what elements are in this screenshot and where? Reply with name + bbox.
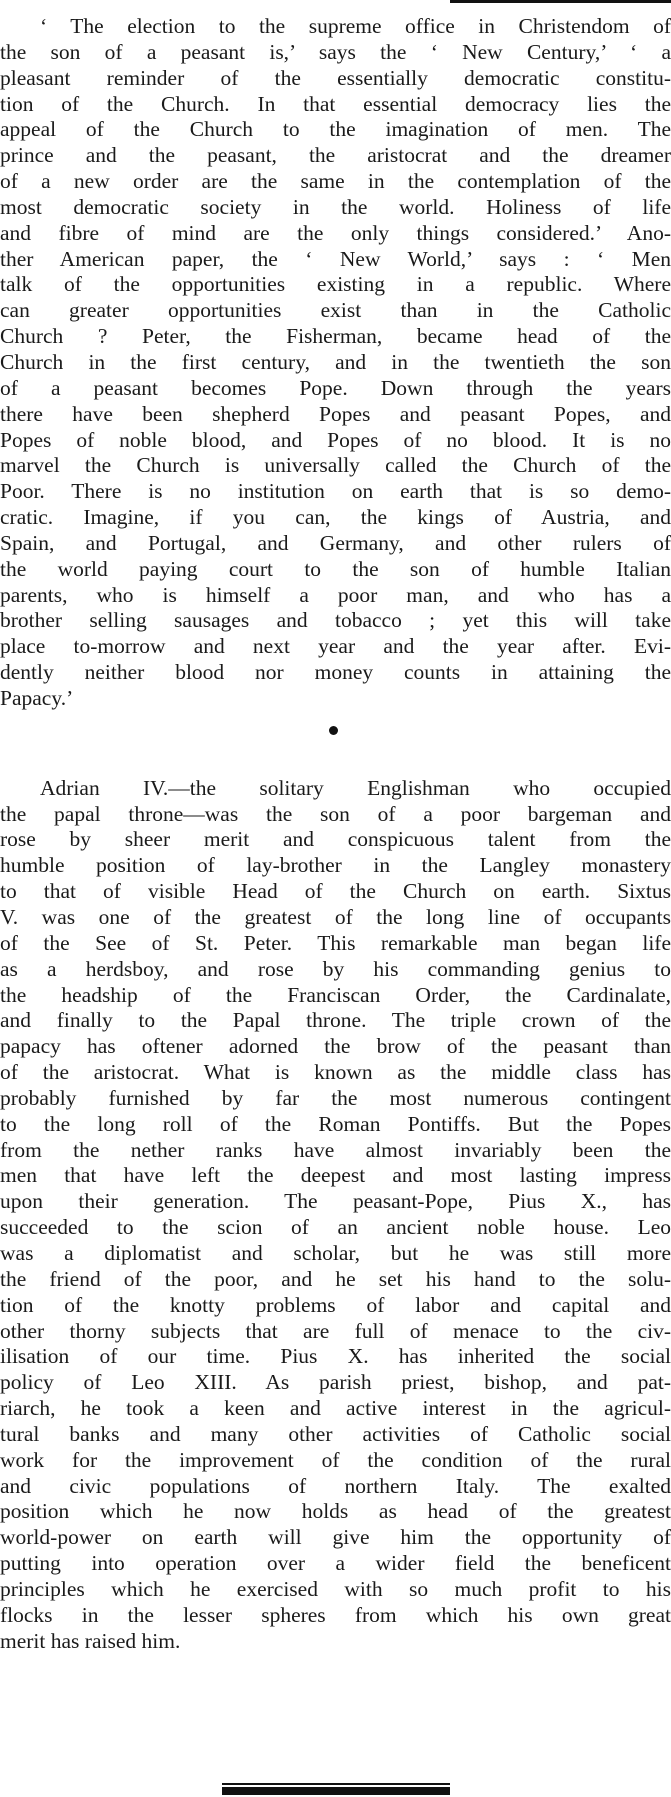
text-line: prince and the peasant, the aristocrat and the dreamer (0, 143, 671, 168)
text-line: as a herdsboy, and rose by his commanding genius to (0, 956, 671, 981)
text-line: can greater opportunities exist than in the Catholic (0, 298, 671, 323)
separator-dot (329, 726, 338, 735)
text-line: Adrian IV.—the solitary Englishman who occupied (40, 775, 671, 800)
text-line: ther American paper, the ‘ New World,’ says : ‘ Men (0, 246, 671, 271)
text-line: place to-morrow and next year and the year after. Evi- (0, 634, 671, 659)
text-line: of a new order are the same in the contemplation of the (0, 169, 671, 194)
text-line: the son of a peasant is,’ says the ‘ New Century,’ ‘ a (0, 39, 671, 64)
text-line: brother selling sausages and tobacco ; yet this will take (0, 608, 671, 633)
text-line: pleasant reminder of the essentially democratic constitu- (0, 65, 671, 90)
article-column (0, 14, 671, 1654)
bottom-rule-thick (222, 1787, 450, 1795)
text-line: tion of the knotty problems of labor and capital and (0, 1292, 671, 1317)
text-line: flocks in the lesser spheres from which his own great (0, 1602, 671, 1627)
text-line: putting into operation over a wider field the beneficent (0, 1551, 671, 1576)
paragraph-2 (0, 776, 671, 1655)
text-line: the papal throne—was the son of a poor bargeman and (0, 801, 671, 826)
top-rule (450, 0, 671, 3)
text-line: the friend of the poor, and he set his hand to the solu- (0, 1266, 671, 1291)
text-line: there have been shepherd Popes and peasant Popes, and (0, 401, 671, 426)
text-line: humble position of lay-brother in the Langley monastery (0, 853, 671, 878)
text-line: other thorny subjects that are full of menace to the civ- (0, 1318, 671, 1343)
text-line: dently neither blood nor money counts in attaining the (0, 660, 671, 685)
text-line: ‘ The election to the supreme office in Christendom of (40, 14, 671, 38)
text-line: position which he now holds as head of the greatest (0, 1499, 671, 1524)
text-line: ilisation of our time. Pius X. has inherited the social (0, 1344, 671, 1369)
text-line: of the aristocrat. What is known as the middle class has (0, 1060, 671, 1085)
text-line: world-power on earth will give him the opportunity of (0, 1525, 671, 1550)
text-line: merit has raised him. (0, 1628, 181, 1653)
text-line: most democratic society in the world. Holiness of life (0, 194, 671, 219)
text-line: Church ? Peter, the Fisherman, became head of the (0, 324, 671, 349)
text-line: principles which he exercised with so much profit to his (0, 1576, 671, 1601)
text-line: policy of Leo XIII. As parish priest, bishop, and pat- (0, 1370, 671, 1395)
text-line: parents, who is himself a poor man, and who has a (0, 582, 671, 607)
text-line: cratic. Imagine, if you can, the kings of Austria, and (0, 505, 671, 530)
text-line: and civic populations of northern Italy. The exalted (0, 1473, 671, 1498)
text-line: the headship of the Franciscan Order, the Cardinalate, (0, 982, 671, 1007)
text-line: riarch, he took a keen and active interest in the agricul- (0, 1396, 671, 1421)
text-line: work for the improvement of the condition of the rural (0, 1447, 671, 1472)
text-line: from the nether ranks have almost invariably been the (0, 1137, 671, 1162)
text-line: succeeded to the scion of an ancient noble house. Leo (0, 1215, 671, 1240)
text-line: Spain, and Portugal, and Germany, and other rulers of (0, 530, 671, 555)
text-line: was a diplomatist and scholar, but he was still more (0, 1240, 671, 1265)
text-line: tion of the Church. In that essential democracy lies the (0, 91, 671, 116)
text-line: rose by sheer merit and conspicuous talent from the (0, 827, 671, 852)
text-line: Popes of noble blood, and Popes of no blood. It is no (0, 427, 671, 452)
text-line: of the See of St. Peter. This remarkable man began life (0, 930, 671, 955)
text-line: probably furnished by far the most numerous contingent (0, 1085, 671, 1110)
text-line: to the long roll of the Roman Pontiffs. But the Popes (0, 1111, 671, 1136)
text-line: marvel the Church is universally called the Church of the (0, 453, 671, 478)
text-line: Papacy.’ (0, 685, 74, 710)
text-line: tural banks and many other activities of Catholic social (0, 1421, 671, 1446)
text-line: Church in the first century, and in the twentieth the son (0, 349, 671, 374)
text-line: Poor. There is no institution on earth that is so demo- (0, 479, 671, 504)
paragraph-1 (0, 14, 671, 712)
bottom-rule (222, 1783, 450, 1795)
text-line: of a peasant becomes Pope. Down through the years (0, 375, 671, 400)
text-line: and finally to the Papal throne. The triple crown of the (0, 1008, 671, 1033)
section-separator (0, 712, 671, 776)
text-line: the world paying court to the son of humble Italian (0, 556, 671, 581)
text-line: talk of the opportunities existing in a republic. Where (0, 272, 671, 297)
text-line: upon their generation. The peasant-Pope, Pius X., has (0, 1189, 671, 1214)
text-line: men that have left the deepest and most lasting impress (0, 1163, 671, 1188)
text-line: papacy has oftener adorned the brow of the peasant than (0, 1034, 671, 1059)
text-line: and fibre of mind are the only things considered.’ Ano- (0, 220, 671, 245)
text-line: V. was one of the greatest of the long line of occupants (0, 905, 671, 929)
text-line: to that of visible Head of the Church on earth. Sixtus (0, 879, 671, 904)
bottom-rule-thin (222, 1783, 450, 1785)
text-line: appeal of the Church to the imagination of men. The (0, 117, 671, 142)
